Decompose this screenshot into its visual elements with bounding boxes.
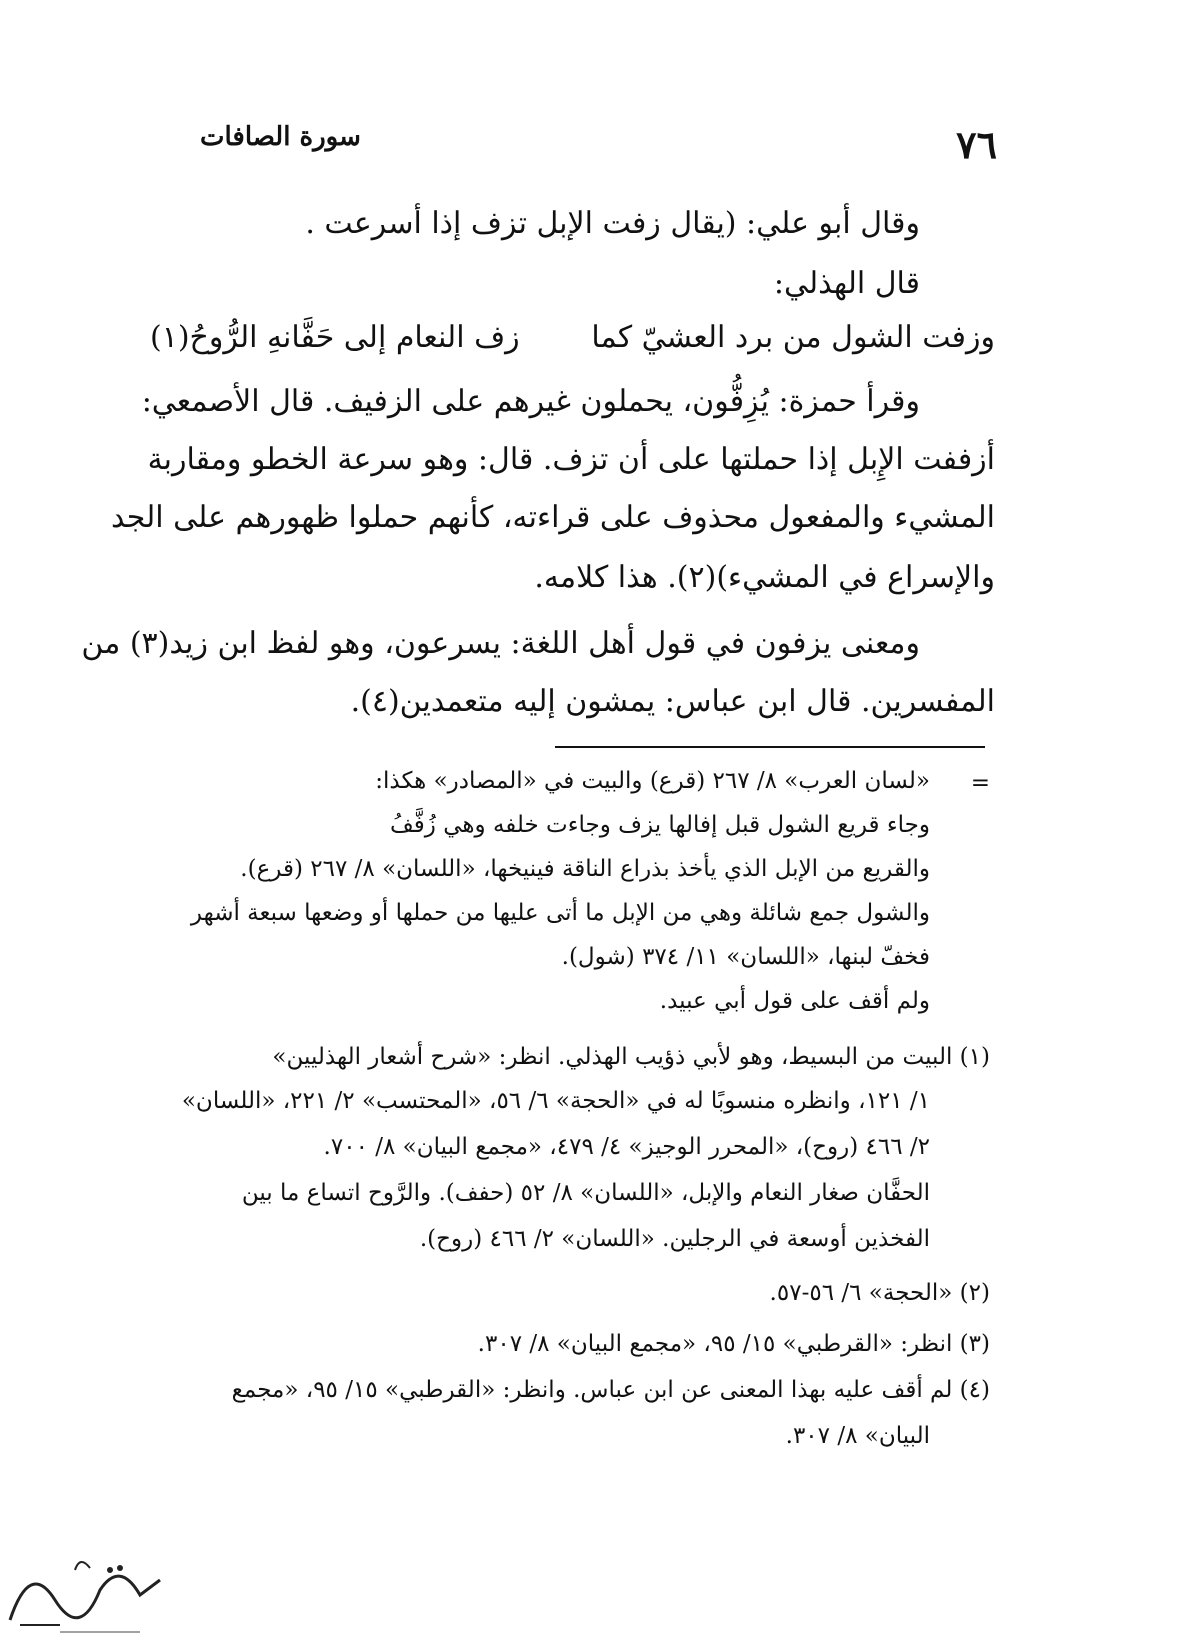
main-line-6: والإسراع في المشيء)(٢). هذا كلامه.: [534, 560, 995, 595]
footnote-separator: [555, 746, 985, 748]
verse-second-hemistich: زف النعام إلى حَفَّانهِ الرُّوحُ(١): [150, 320, 520, 355]
footnote-1-line-4: الحفَّان صغار النعام والإبل، «اللسان» ٨/ ٥٢ (حفف). والرَّوح اتساع ما بين: [241, 1180, 930, 1206]
footnote-1-line-1: (١) البيت من البسيط، وهو لأبي ذؤيب الهذلي. انظر: «شرح أشعار الهذليين»: [272, 1044, 990, 1070]
footnote-line-3: والقريع من الإبل الذي يأخذ بذراع الناقة فينيخها، «اللسان» ٨/ ٢٦٧ (قرع).: [240, 856, 930, 882]
main-line-5: المشيء والمفعول محذوف على قراءته، كأنهم حملوا ظهورهم على الجد: [111, 500, 995, 535]
footnote-line-2: وجاء قريع الشول قبل إفالها يزف وجاءت خلفه وهي زُفَّفُ: [390, 812, 930, 838]
main-line-7: ومعنى يزفون في قول أهل اللغة: يسرعون، وهو لفظ ابن زيد(٣) من: [81, 626, 920, 661]
footnote-1-line-5: الفخذين أوسعة في الرجلين. «اللسان» ٢/ ٤٦٦ (روح).: [419, 1226, 930, 1252]
main-line-1: وقال أبو علي: (يقال زفت الإبل تزف إذا أسرعت .: [305, 206, 920, 241]
footnote-1-line-3: ٢/ ٤٦٦ (روح)، «المحرر الوجيز» ٤/ ٤٧٩، «مجمع البيان» ٨/ ٧٠٠.: [323, 1134, 930, 1160]
footnote-line-5: فخفّ لبنها، «اللسان» ١١/ ٣٧٤ (شول).: [561, 944, 930, 970]
footnote-line-1: «لسان العرب» ٨/ ٢٦٧ (قرع) والبيت في «المصادر» هكذا:: [375, 768, 930, 794]
footnote-4-line-1: (٤) لم أقف عليه بهذا المعنى عن ابن عباس. وانظر: «القرطبي» ١٥/ ٩٥، «مجمع: [231, 1377, 990, 1403]
footnote-1-line-2: ١/ ١٢١، وانظره منسوبًا له في «الحجة» ٦/ ٥٦، «المحتسب» ٢/ ٢٢١، «اللسان»: [181, 1088, 930, 1114]
publisher-logo: [0, 1540, 170, 1640]
verse-first-hemistich: وزفت الشول من برد العشيّ كما: [591, 320, 995, 355]
footnote-continuation-marker: =: [970, 770, 990, 796]
footnote-line-6: ولم أقف على قول أبي عبيد.: [659, 988, 930, 1014]
footnote-3: (٣) انظر: «القرطبي» ١٥/ ٩٥، «مجمع البيان» ٨/ ٣٠٧.: [477, 1331, 990, 1357]
main-line-3: وقرأ حمزة: يُزِفُّون، يحملون غيرهم على الزفيف. قال الأصمعي:: [141, 384, 920, 419]
main-line-4: أزففت الإِبل إذا حملتها على أن تزف. قال: وهو سرعة الخطو ومقاربة: [147, 442, 995, 477]
footnote-line-4: والشول جمع شائلة وهي من الإبل ما أتى عليها من حملها أو وضعها سبعة أشهر: [190, 900, 930, 926]
main-line-8: المفسرين. قال ابن عباس: يمشون إليه متعمدين(٤).: [350, 684, 995, 719]
main-line-2: قال الهذلي:: [773, 266, 920, 301]
footnote-4-line-2: البيان» ٨/ ٣٠٧.: [785, 1423, 930, 1449]
footnote-2: (٢) «الحجة» ٦/ ٥٦-٥٧.: [769, 1280, 990, 1306]
page-number: ٧٦: [956, 122, 997, 167]
surah-title: سورة الصافات: [200, 122, 361, 152]
